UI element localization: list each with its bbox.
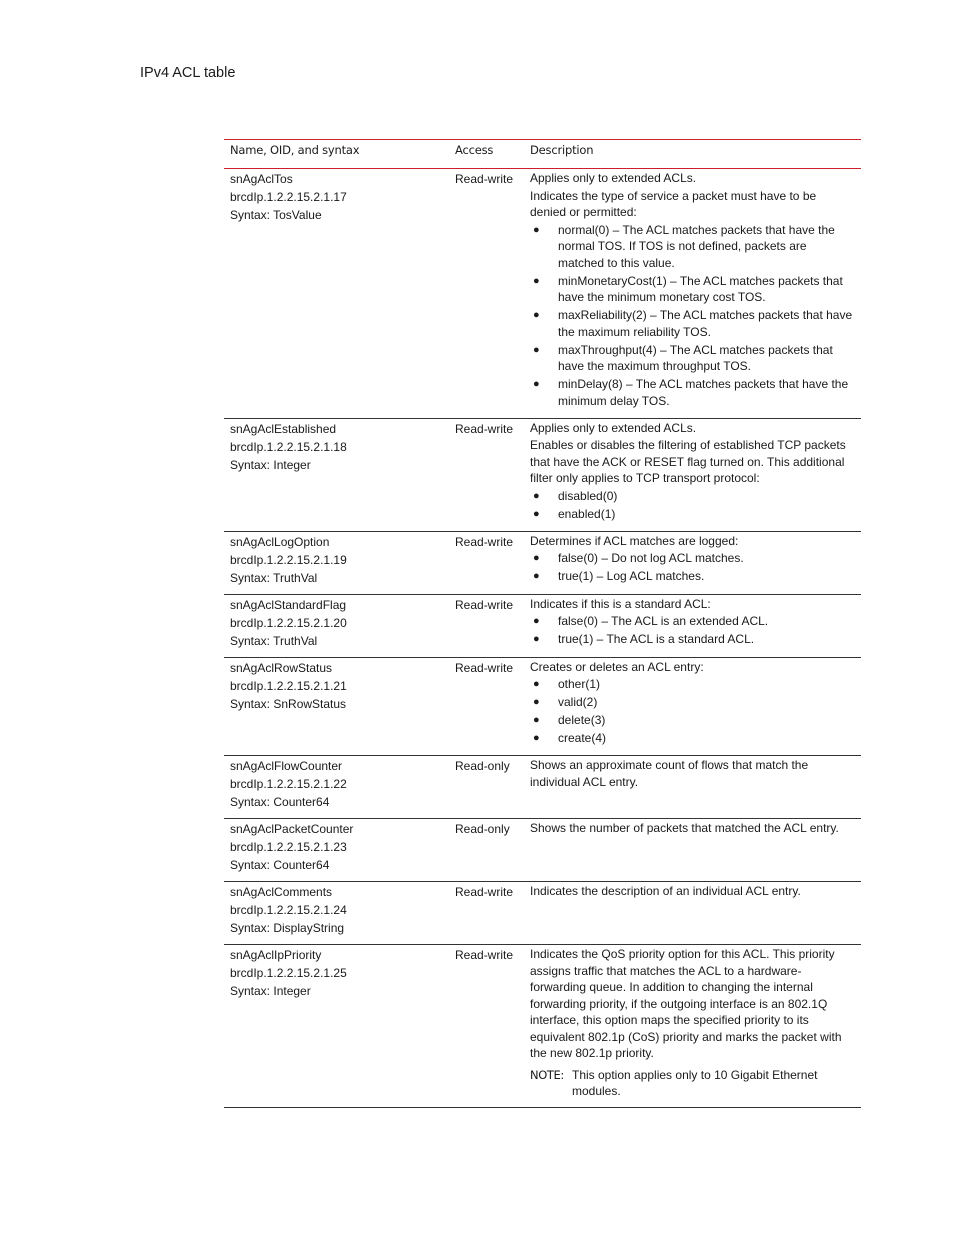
access-cell: Read-write: [455, 534, 514, 549]
list-item: [530, 676, 855, 693]
bullet-icon: ●: [533, 552, 540, 564]
name-cell: [224, 531, 449, 594]
table-row: [224, 945, 861, 1108]
list-item: [530, 613, 855, 630]
description-text: Applies only to extended ACLs.: [530, 420, 697, 435]
table-row: [224, 756, 861, 819]
object-syntax: Syntax: TruthVal: [230, 633, 318, 648]
description-cell: [524, 756, 861, 819]
bullet-icon: ●: [533, 570, 540, 582]
bullet-list: [530, 676, 855, 747]
list-item: [530, 342, 855, 375]
description-text: Shows an approximate count of flows that match the individual ACL entry.: [530, 758, 809, 789]
object-oid: brcdIp.1.2.2.15.2.1.22: [230, 777, 347, 791]
list-item: [530, 730, 855, 747]
table-row: [224, 882, 861, 945]
table-row: [224, 594, 861, 657]
bullet-icon: ●: [533, 274, 540, 287]
list-item: [530, 712, 855, 729]
object-oid: brcdIp.1.2.2.15.2.1.20: [230, 615, 347, 630]
object-oid: brcdIp.1.2.2.15.2.1.25: [230, 966, 347, 980]
object-oid: brcdIp.1.2.2.15.2.1.19: [230, 552, 347, 567]
description-cell: [524, 531, 861, 594]
name-cell: [224, 756, 449, 819]
bullet-icon: ●: [533, 507, 540, 520]
list-item-text: maxReliability(2) – The ACL matches packets that have the maximum reliability TOS.: [558, 308, 853, 339]
bullet-icon: ●: [533, 714, 540, 726]
list-item-text: disabled(0): [558, 488, 618, 503]
description-text: Creates or deletes an ACL entry:: [530, 659, 704, 674]
description-text: Indicates the type of service a packet must have to be denied or permitted:: [530, 188, 817, 219]
object-name: snAgAclComments: [230, 885, 333, 899]
list-item: [530, 488, 855, 505]
description-cell: [524, 945, 861, 1108]
list-item-text: enabled(1): [558, 506, 616, 521]
list-item: [530, 568, 855, 585]
object-syntax: Syntax: Integer: [230, 457, 311, 472]
access-cell: Read-write: [455, 885, 514, 899]
list-item-text: other(1): [558, 677, 601, 691]
list-item-text: true(1) – The ACL is a standard ACL.: [558, 632, 755, 646]
object-name: snAgAclRowStatus: [230, 660, 333, 675]
list-item-text: true(1) – Log ACL matches.: [558, 569, 705, 583]
description-cell: [524, 418, 861, 531]
bullet-icon: ●: [533, 678, 540, 690]
name-cell: [224, 945, 449, 1108]
list-item: [530, 222, 855, 272]
bullet-icon: ●: [533, 489, 540, 502]
bullet-list: [530, 613, 855, 648]
object-oid: brcdIp.1.2.2.15.2.1.17: [230, 190, 347, 204]
acl-table: [224, 139, 861, 1108]
object-syntax: Syntax: TosValue: [230, 208, 322, 222]
description-text: Indicates if this is a standard ACL:: [530, 596, 711, 611]
list-item-text: maxThroughput(4) – The ACL matches packets that have the maximum throughput TOS.: [558, 342, 833, 373]
list-item: [530, 273, 855, 306]
object-oid: brcdIp.1.2.2.15.2.1.18: [230, 439, 347, 454]
list-item: [530, 307, 855, 340]
note: [530, 1067, 855, 1100]
name-cell: [224, 169, 449, 419]
note-text: This option applies only to 10 Gigabit Ethernet modules.: [572, 1067, 818, 1098]
access-cell: Read-write: [455, 172, 514, 186]
list-item: [530, 694, 855, 711]
object-oid: brcdIp.1.2.2.15.2.1.21: [230, 678, 347, 693]
name-cell: [224, 819, 449, 882]
object-syntax: Syntax: Counter64: [230, 795, 330, 809]
access-cell: Read-write: [455, 660, 514, 675]
description-text: Indicates the QoS priority option for this ACL. This priority assigns traffic that matches the ACL to a hardware-forwarding queue. In addition to changing the internal forwarding priority, if the outgoing interface is an 802.1Q interface, this option maps the specified priority to its equivalent 802.1p (CoS) priority and marks the packet with the new 802.1p priority.: [530, 947, 842, 1060]
name-cell: [224, 594, 449, 657]
description-text: Determines if ACL matches are logged:: [530, 533, 739, 548]
table-header-row: [224, 140, 861, 169]
description-text: Enables or disables the filtering of established TCP packets that have the ACK or RESET flag turned on. This additional filter only applies to TCP transport protocol:: [530, 438, 846, 485]
object-syntax: Syntax: Counter64: [230, 858, 330, 872]
access-cell: Read-only: [455, 822, 510, 836]
bullet-icon: ●: [533, 633, 540, 645]
object-name: snAgAclPacketCounter: [230, 822, 354, 836]
bullet-icon: ●: [533, 732, 540, 744]
list-item-text: minDelay(8) – The ACL matches packets that have the minimum delay TOS.: [558, 377, 849, 408]
list-item-text: create(4): [558, 731, 607, 745]
access-cell: Read-write: [455, 597, 514, 612]
list-item-text: minMonetaryCost(1) – The ACL matches packets that have the minimum monetary cost TOS.: [558, 273, 843, 304]
bullet-icon: ●: [533, 615, 540, 627]
object-name: snAgAclIpPriority: [230, 948, 322, 962]
description-text: Shows the number of packets that matched the ACL entry.: [530, 821, 839, 835]
description-cell: [524, 169, 861, 419]
page-header: IPv4 ACL table: [140, 65, 236, 81]
name-cell: [224, 657, 449, 756]
table-row: [224, 169, 861, 419]
table-body: [224, 169, 861, 1108]
list-item: [530, 631, 855, 648]
object-name: snAgAclTos: [230, 172, 293, 186]
access-cell: Read-only: [455, 759, 510, 773]
object-name: snAgAclEstablished: [230, 421, 337, 436]
list-item: [530, 376, 855, 409]
description-cell: [524, 594, 861, 657]
bullet-icon: ●: [533, 343, 540, 356]
table-row: [224, 819, 861, 882]
table-row: [224, 531, 861, 594]
column-header-access: Access: [455, 143, 494, 157]
list-item: [530, 550, 855, 567]
description-cell: [524, 819, 861, 882]
bullet-icon: ●: [533, 223, 540, 236]
description-text: Indicates the description of an individual ACL entry.: [530, 884, 801, 898]
bullet-list: [530, 550, 855, 585]
name-cell: [224, 882, 449, 945]
object-syntax: Syntax: DisplayString: [230, 921, 345, 935]
list-item-text: delete(3): [558, 713, 606, 727]
note-label: NOTE:: [530, 1067, 564, 1082]
bullet-list: [530, 222, 855, 410]
object-name: snAgAclFlowCounter: [230, 759, 343, 773]
object-oid: brcdIp.1.2.2.15.2.1.23: [230, 840, 347, 854]
list-item-text: false(0) – The ACL is an extended ACL.: [558, 614, 769, 628]
object-oid: brcdIp.1.2.2.15.2.1.24: [230, 903, 347, 917]
list-item-text: false(0) – Do not log ACL matches.: [558, 551, 744, 565]
object-syntax: Syntax: TruthVal: [230, 570, 318, 585]
bullet-list: [530, 488, 855, 523]
column-header-description: Description: [530, 143, 594, 157]
table-row: [224, 657, 861, 756]
description-cell: [524, 657, 861, 756]
list-item: [530, 506, 855, 523]
object-name: snAgAclLogOption: [230, 534, 330, 549]
access-cell: Read-write: [455, 421, 514, 436]
bullet-icon: ●: [533, 696, 540, 708]
table-row: [224, 418, 861, 531]
bullet-icon: ●: [533, 309, 540, 321]
object-name: snAgAclStandardFlag: [230, 597, 347, 612]
access-cell: Read-write: [455, 948, 514, 962]
list-item-text: normal(0) – The ACL matches packets that have the normal TOS. If TOS is not defined, packets are matched to this value.: [558, 222, 835, 270]
object-syntax: Syntax: Integer: [230, 984, 311, 998]
description-cell: [524, 882, 861, 945]
list-item-text: valid(2): [558, 695, 598, 709]
object-syntax: Syntax: SnRowStatus: [230, 696, 347, 711]
bullet-icon: ●: [533, 378, 540, 390]
column-header-name: Name, OID, and syntax: [230, 143, 360, 157]
description-text: Applies only to extended ACLs.: [530, 171, 697, 185]
name-cell: [224, 418, 449, 531]
